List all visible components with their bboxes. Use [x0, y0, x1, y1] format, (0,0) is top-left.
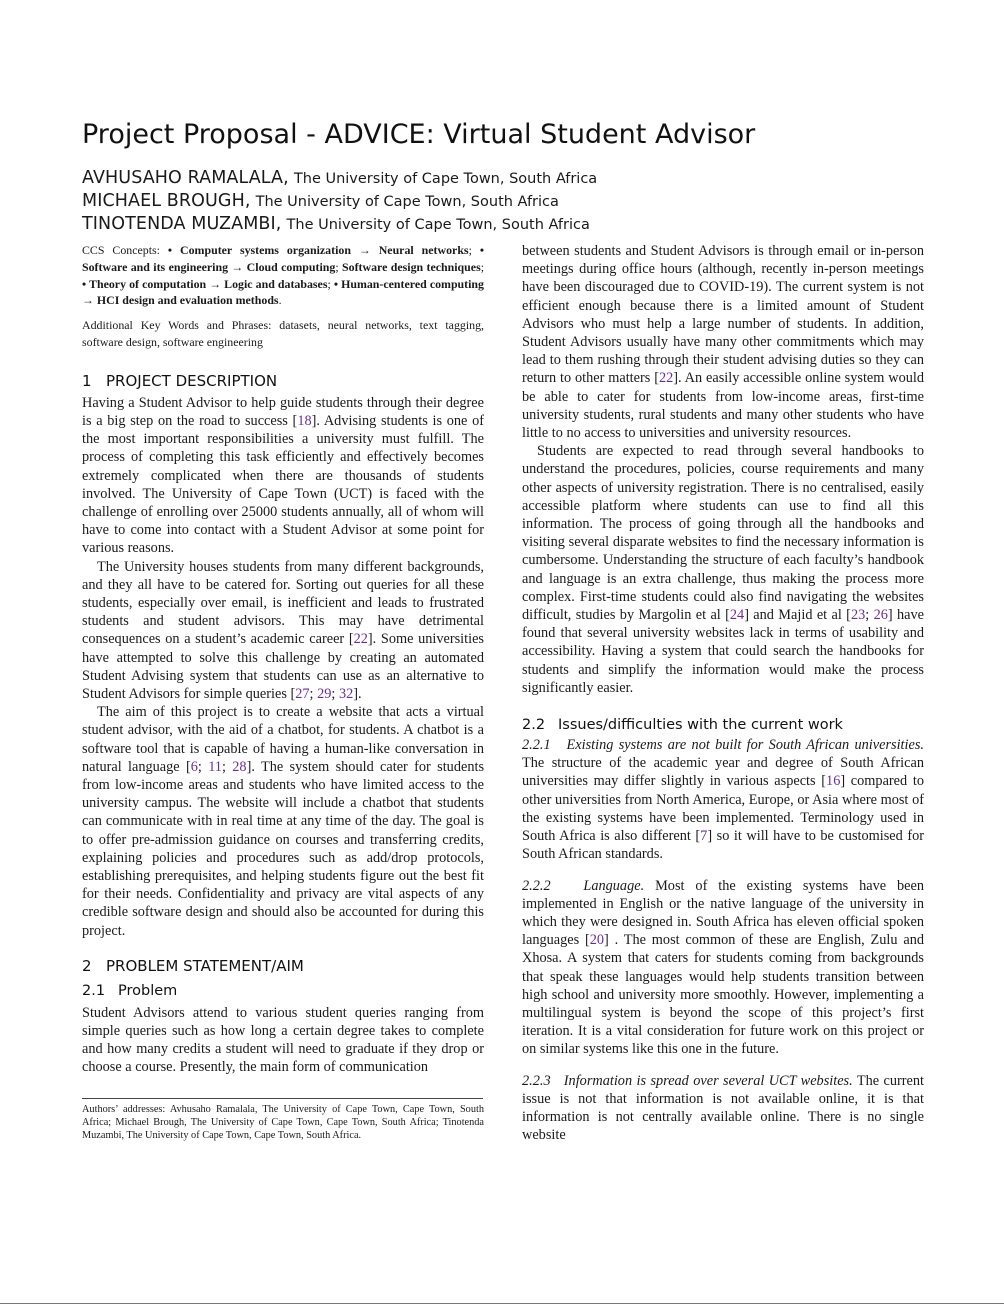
text-run: The University houses students from many different backgrounds, and they all have to be catered for. Sorting out queries for all these students, especially over email, is inefficient and leads to frustrated students and student advisors. This may have detrimental consequences on a student’s academic career [: [82, 558, 484, 648]
citation-link[interactable]: 22: [658, 370, 674, 387]
section-heading: [82, 956, 484, 976]
author-entry: [82, 212, 942, 235]
citation-link[interactable]: 26: [873, 607, 888, 624]
ccs-concepts: CCS Concepts: • Computer systems organization → Neural networks; • Software and its engineering → Cloud computing; Software design techniques; • Theory of computation → Logic and databases; • Human-centered computing → HCI design and evaluation methods.: [82, 243, 485, 308]
author-list: [82, 166, 942, 235]
citation-link[interactable]: 6: [190, 758, 198, 775]
subsubsection-title: Information is spread over several UCT websites.: [563, 1072, 853, 1089]
author-entry: [82, 189, 942, 212]
paragraph: [522, 736, 924, 863]
citation-link[interactable]: 7: [700, 828, 708, 845]
author-affiliation: The University of Cape Town, South Africa: [293, 171, 598, 187]
page-title: Project Proposal - ADVICE: Virtual Student Advisor: [82, 119, 756, 150]
subsection-number: 2.1: [82, 982, 106, 999]
subsubsection-title: Existing systems are not built for South African universities.: [566, 737, 924, 754]
author-affiliation: The University of Cape Town, South Africa: [255, 194, 559, 210]
footnote-divider: [82, 1098, 483, 1099]
ccs-item: • Software and its engineering → Cloud computing: [82, 243, 484, 274]
subsection-heading: [82, 981, 484, 1001]
subsection-title: Problem: [118, 982, 178, 999]
paragraph: [522, 242, 924, 442]
citation-link[interactable]: 27: [295, 686, 310, 703]
citation-link[interactable]: 23: [850, 607, 866, 624]
section-number: 1: [82, 371, 92, 390]
citation-link[interactable]: 18: [297, 412, 312, 429]
text-run: ]. The system should cater for students from low-income areas and students who have limited access to the university campus. The website will include a chatbot that students can communicate with in real time at any time of the day. The goal is to offer pre-admission guidance on courses and transferring credits, explaining policies and procedures such as add/drop protocols, establishing prerequisites, and helping students figure out the best fit for their needs. Confidentiality and privacy are vital aspects of any credible software design and should also be accounted for during this project.: [82, 758, 485, 939]
author-affiliation: The University of Cape Town, South Africa: [286, 217, 590, 233]
paragraph: [522, 877, 924, 1059]
text-run: The structure of the academic year and degree of South African universities may differ slightly in various aspects [: [522, 755, 924, 790]
right-column: [522, 242, 924, 1144]
subsection-number: 2.2: [522, 717, 546, 734]
keywords-label: Additional Key Words and Phrases:: [82, 318, 280, 333]
paragraph: [82, 394, 484, 558]
text-run: ] and Majid et al [: [744, 607, 851, 624]
text-run: The current issue is not that information is not available online, it is that information is not centrally available online. There is no single website: [522, 1072, 924, 1144]
keywords: [82, 317, 484, 351]
left-column: [82, 242, 484, 1077]
section-heading: [82, 371, 484, 391]
citation-link[interactable]: 11: [208, 758, 222, 775]
text-run: ;: [197, 758, 209, 775]
citation-link[interactable]: 28: [232, 758, 247, 775]
section-number: 2: [82, 956, 92, 975]
text-run: ]. Advising students is one of the most important responsibilities a university must fulfill. The process of completing this task efficiently and effectively becomes extremely complicated when there are thousands of students involved. The University of Cape Town (UCT) is faced with the challenge of enrolling over 25000 students annually, all of whom will have to come into contact with a Student Advisor at some point for various reasons.: [82, 412, 484, 557]
text-run: ].: [353, 686, 362, 703]
paragraph: [522, 1072, 924, 1145]
citation-link[interactable]: 32: [338, 686, 354, 703]
citation-link[interactable]: 24: [729, 607, 745, 624]
section-title: PROJECT DESCRIPTION: [106, 371, 278, 390]
citation-link[interactable]: 29: [317, 686, 332, 703]
paragraph: Student Advisors attend to various student queries ranging from simple queries such as how long a certain degree takes to complete and how many credits a student will need to graduate if they drop or choose a course. Presently, the main form of communication: [82, 1004, 484, 1076]
citation-link[interactable]: 22: [353, 631, 368, 648]
ccs-item: • Theory of computation → Logic and databases: [82, 276, 328, 291]
keywords-text: datasets, neural networks, text tagging, software design, software engineering: [82, 318, 484, 349]
author-entry: [82, 166, 942, 189]
text-run: ] compared to other universities from North America, Europe, or Asia where most of the existing systems have been implemented. Terminology used in South Africa is also different [: [522, 773, 924, 845]
text-run: ;: [309, 686, 318, 703]
text-run: ;: [331, 686, 339, 703]
subsubsection-number: 2.2.1: [522, 737, 551, 754]
ccs-label: CCS Concepts:: [82, 243, 168, 257]
page-bottom-border: [0, 1303, 1004, 1304]
text-run: ] have found that several university websites lack in terms of usability and accessibility. Having a system that could search the handbooks for students and simplify the information would make the process significantly easier.: [522, 607, 925, 696]
text-run: Students are expected to read through several handbooks to understand the procedures, policies, course requirements and many other aspects of university registration. There is no centralised, easily accessible platform where students can use to find all this information. The process of going through all the handbooks and visiting several disparate websites to find the necessary information is cumbersome. Understanding the structure of each faculty’s handbook and language is an extra challenge, thus making the process more complex. First-time students could also find navigating the websites difficult, studies by Margolin et al [: [522, 443, 924, 624]
ccs-item: • Human-centered computing → HCI design and evaluation methods: [82, 276, 484, 308]
text-run: The aim of this project is to create a website that acts a virtual student advisor, with the aid of a chatbot, for students. A chatbot is a software tool that is capable of having a human-like conversation in natural language [: [82, 704, 484, 775]
paragraph: [82, 703, 484, 940]
citation-link[interactable]: 16: [826, 773, 841, 790]
section-title: PROBLEM STATEMENT/AIM: [106, 956, 304, 975]
author-name: TINOTENDA MUZAMBI,: [82, 214, 282, 234]
citation-link[interactable]: 20: [589, 932, 605, 949]
text-run: Having a Student Advisor to help guide students through their degree is a big step on the road to success [: [82, 394, 484, 429]
text-run: ] . The most common of these are English, Zulu and Xhosa. A system that caters for students coming from backgrounds that speak these languages would help students transition between high school and university more smoothly. However, implementing a multilingual system is beyond the scope of this project’s first iteration. It is a vital consideration for future work on this project or on similar systems like this one in the future.: [522, 932, 924, 1058]
text-run: ;: [865, 607, 874, 624]
subsection-title: Issues/difficulties with the current work: [558, 717, 843, 734]
subsection-heading: [522, 715, 924, 735]
subsubsection-number: 2.2.2: [522, 877, 551, 894]
text-run: ]. Some universities have attempted to solve this challenge by creating an automated Student Advising system that students can use as an alternative to Student Advisors for simple queries [: [82, 631, 484, 703]
text-run: Most of the existing systems have been implemented in English or the native language of the university in which they were designed in. South Africa has eleven official spoken languages [: [522, 877, 924, 949]
text-run: ]. An easily accessible online system would be able to cater for students from low-income areas, first-time university students, rural students and many other students who have little to no access to universities and university resources.: [522, 370, 924, 442]
subsubsection-title: Language.: [583, 877, 645, 894]
paragraph: [522, 442, 924, 697]
paragraph: [82, 558, 484, 704]
author-addresses-footnote: Authors’ addresses: Avhusaho Ramalala, The University of Cape Town, Cape Town, South Africa; Michael Brough, The University of Cape Town, Cape Town, South Africa; Tinotenda Muzambi, The University of Cape Town, Cape Town, South Africa.: [82, 1104, 484, 1141]
author-name: MICHAEL BROUGH,: [82, 191, 251, 211]
ccs-item: Software design techniques: [342, 259, 481, 274]
text-run: ] so it will have to be customised for South African standards.: [522, 828, 925, 863]
text-run: ;: [221, 758, 233, 775]
ccs-item: • Computer systems organization → Neural networks: [167, 243, 469, 257]
text-run: between students and Student Advisors is through email or in-person meetings during office hours (although, recently in-person meetings have been discouraged due to COVID-19). The current system is not efficient enough because there is a limited amount of Student Advisors who must help a large number of students. In addition, Student Advisors usually have many other commitments which may lead to them rushing through their student advising duties so they can return to other matters [: [522, 243, 924, 387]
author-name: AVHUSAHO RAMALALA,: [82, 168, 289, 188]
subsubsection-number: 2.2.3: [522, 1072, 551, 1089]
